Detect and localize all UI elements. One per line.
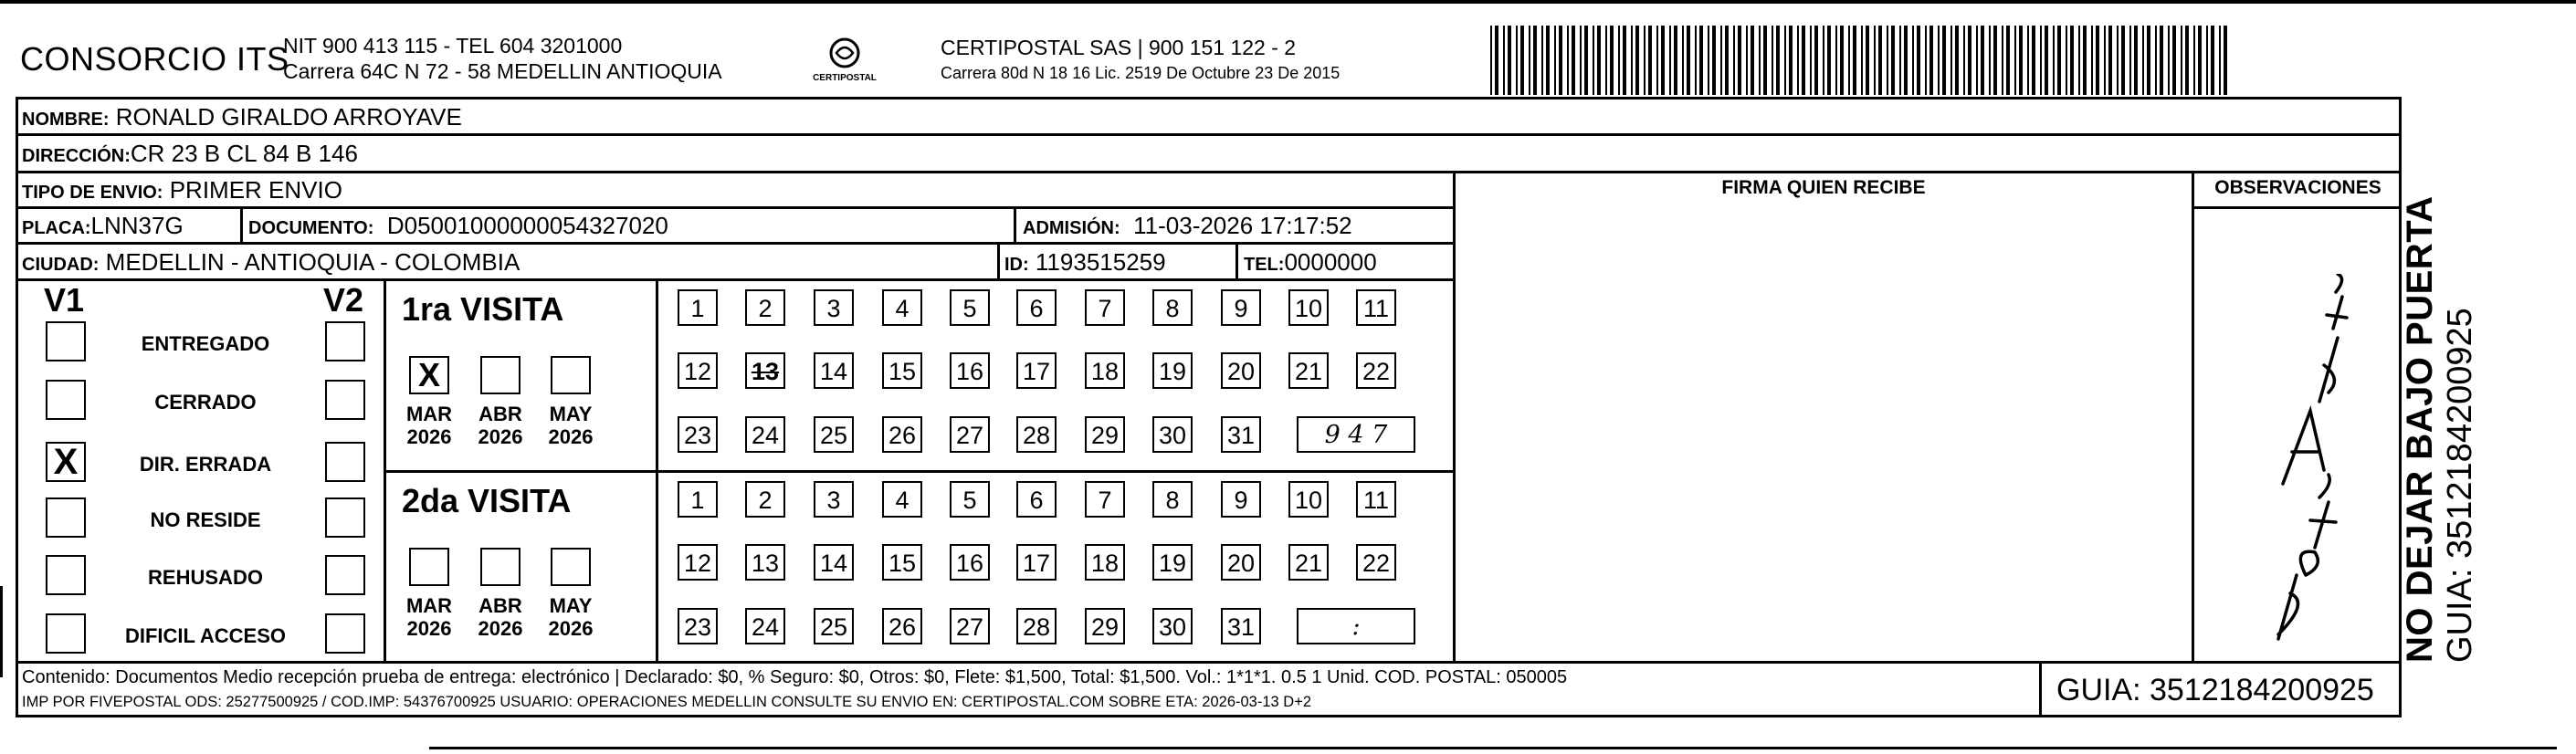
barcode-bar: [1508, 26, 1511, 95]
day-box[interactable]: 18: [1085, 352, 1125, 389]
status-label: REHUSADO: [148, 566, 263, 589]
day-box[interactable]: 15: [882, 544, 922, 581]
visit-title: 1ra VISITA: [402, 290, 564, 328]
month-label: [472, 594, 529, 640]
col-divider: [997, 242, 1000, 278]
month-year: 2026: [478, 425, 523, 448]
side-guia: GUIA: 3512184200925: [2441, 308, 2479, 663]
side-label: [2400, 115, 2480, 663]
day-box[interactable]: 1: [678, 289, 718, 326]
barcode-bar: [2219, 26, 2221, 95]
day-box[interactable]: 8: [1152, 481, 1193, 518]
company-address: Carrera 64C N 72 - 58 MEDELLIN ANTIOQUIA: [283, 59, 722, 83]
status-label: NO RESIDE: [150, 508, 261, 531]
barcode-bar: [2104, 26, 2106, 95]
barcode-bar: [1904, 26, 1908, 95]
v1-header: V1: [44, 281, 85, 319]
day-box[interactable]: 8: [1152, 289, 1193, 326]
observaciones-header: OBSERVACIONES: [2214, 177, 2381, 198]
barcode-bar: [2096, 26, 2099, 95]
barcode-bar: [2181, 26, 2182, 95]
day-box[interactable]: 29: [1085, 608, 1125, 644]
time-box[interactable]: 9 4 7: [1297, 416, 1415, 453]
visit-divider: [384, 470, 1454, 473]
month-year: 2026: [548, 617, 594, 640]
v1-checkbox[interactable]: [46, 613, 86, 654]
day-box[interactable]: 26: [882, 608, 922, 644]
tel-field: [1244, 248, 1377, 278]
v2-checkbox[interactable]: [325, 380, 365, 420]
day-box[interactable]: 28: [1016, 608, 1057, 644]
certipostal-info: [941, 35, 1340, 86]
day-box[interactable]: 15: [882, 352, 922, 389]
month-name: MAY: [549, 594, 593, 617]
barcode-bar: [1866, 26, 1869, 95]
month-label: [401, 594, 457, 640]
documento-label: DOCUMENTO:: [248, 218, 374, 238]
day-box[interactable]: 30: [1152, 416, 1193, 453]
barcode-bar: [1610, 26, 1614, 95]
nombre-field: [22, 103, 462, 133]
month-name: MAY: [549, 403, 593, 425]
observacion-text: Falta Apto: [2228, 274, 2234, 275]
day-box[interactable]: 16: [950, 352, 990, 389]
month-year: 2026: [406, 425, 452, 448]
month-name: MAR: [405, 594, 453, 617]
barcode-bar: [1827, 26, 1831, 95]
col-divider: [240, 206, 243, 243]
day-box[interactable]: 31: [1221, 416, 1261, 453]
barcode-bar: [1938, 26, 1940, 95]
day-box[interactable]: 27: [950, 608, 990, 644]
barcode-bar: [2224, 26, 2227, 95]
barcode-bar: [2083, 26, 2087, 95]
barcode-bar: [2147, 26, 2150, 95]
day-box[interactable]: 26: [882, 416, 922, 453]
barcode-bar: [1840, 26, 1844, 95]
barcode-bar: [2142, 26, 2144, 95]
day-box[interactable]: 20: [1221, 352, 1261, 389]
barcode-bar: [1968, 26, 1971, 95]
v1-checkbox[interactable]: [46, 442, 86, 482]
month-checkbox[interactable]: [551, 548, 591, 586]
barcode-bar: [1746, 26, 1748, 95]
admision-field: [1023, 212, 1352, 242]
day-box[interactable]: 23: [678, 608, 718, 644]
ciudad-label: CIUDAD:: [22, 255, 100, 275]
month-label: [542, 594, 599, 640]
row-divider: [16, 278, 1454, 281]
guia-number: GUIA: 3512184200925: [2056, 673, 2374, 707]
barcode-bar: [1976, 26, 1978, 95]
row-divider: [16, 206, 1454, 209]
barcode-bar: [1554, 26, 1556, 95]
barcode-bar: [2053, 26, 2055, 95]
barcode-bar: [1546, 26, 1550, 95]
day-box[interactable]: 31: [1221, 608, 1261, 644]
day-box[interactable]: 13: [745, 544, 785, 581]
barcode-bar: [2160, 26, 2163, 95]
barcode-bar: [2198, 26, 2202, 95]
day-box[interactable]: 7: [1085, 289, 1125, 326]
barcode-bar: [2121, 26, 2125, 95]
month-name: MAR: [405, 403, 453, 425]
barcode-bar: [1917, 26, 1920, 95]
day-box[interactable]: 20: [1221, 544, 1261, 581]
barcode-bar: [1784, 26, 1786, 95]
day-box[interactable]: 22: [1356, 352, 1396, 389]
month-year: 2026: [478, 617, 523, 640]
v2-header: V2: [323, 281, 364, 319]
barcode-bar: [1648, 26, 1652, 95]
day-box[interactable]: 10: [1288, 481, 1329, 518]
day-box[interactable]: 2: [745, 289, 785, 326]
admision-value: 11-03-2026 17:17:52: [1133, 212, 1352, 239]
day-box[interactable]: 18: [1085, 544, 1125, 581]
documento-field: [248, 212, 668, 242]
barcode-bar: [1516, 26, 1518, 95]
day-box[interactable]: 5: [950, 481, 990, 518]
day-box[interactable]: 21: [1288, 352, 1329, 389]
barcode-bar: [1656, 26, 1658, 95]
barcode-bar: [1772, 26, 1773, 95]
day-box[interactable]: 6: [1016, 289, 1057, 326]
barcode-bar: [1635, 26, 1639, 95]
day-box[interactable]: 23: [678, 416, 718, 453]
barcode-bar: [1567, 26, 1569, 95]
barcode-bar: [1584, 26, 1588, 95]
barcode-bar: [1955, 26, 1959, 95]
col-divider: [656, 278, 658, 661]
row-divider: [16, 133, 2402, 136]
col-divider: [1014, 206, 1016, 243]
status-label: CERRADO: [154, 391, 257, 414]
barcode-bar: [1738, 26, 1741, 95]
barcode-bar: [1708, 26, 1709, 95]
day-box[interactable]: 3: [814, 481, 854, 518]
barcode-bar: [2040, 26, 2042, 95]
day-box[interactable]: 11: [1356, 481, 1396, 518]
nit-line: NIT 900 413 115 - TEL 604 3201000: [283, 34, 623, 58]
barcode-bar: [1891, 26, 1895, 95]
day-box[interactable]: 17: [1016, 352, 1057, 389]
barcode-bar: [2206, 26, 2208, 95]
day-box[interactable]: 19: [1152, 352, 1193, 389]
barcode-bar: [2172, 26, 2176, 95]
v1-checkbox[interactable]: [46, 380, 86, 420]
day-box[interactable]: 1: [678, 481, 718, 518]
v2-checkbox[interactable]: [325, 442, 365, 482]
col-divider: [1235, 242, 1238, 278]
barcode-bar: [1950, 26, 1952, 95]
barcode-bar: [2108, 26, 2112, 95]
ciudad-field: [22, 248, 520, 278]
day-box[interactable]: 5: [950, 289, 990, 326]
barcode-bar: [1661, 26, 1665, 95]
day-box[interactable]: 4: [882, 481, 922, 518]
admision-label: ADMISIÓN:: [1023, 218, 1120, 238]
day-box[interactable]: 12: [678, 352, 718, 389]
day-box[interactable]: 16: [950, 544, 990, 581]
barcode-bar: [1802, 26, 1805, 95]
barcode-bar: [2117, 26, 2119, 95]
v1-checkbox[interactable]: [46, 555, 86, 595]
barcode-bar: [1899, 26, 1901, 95]
day-box[interactable]: 25: [814, 608, 854, 644]
barcode-bar: [2134, 26, 2138, 95]
day-box[interactable]: 24: [745, 416, 785, 453]
barcode-bar: [1593, 26, 1594, 95]
footer-divider: [16, 661, 2402, 664]
id-label: ID:: [1004, 255, 1029, 275]
barcode-bar: [2070, 26, 2074, 95]
day-box[interactable]: 24: [745, 608, 785, 644]
barcode-bar: [2006, 26, 2010, 95]
v2-checkbox[interactable]: [325, 497, 365, 538]
nombre-label: NOMBRE:: [22, 110, 110, 130]
day-box[interactable]: 21: [1288, 544, 1329, 581]
barcode-bar: [1503, 26, 1505, 95]
row-divider: [2192, 206, 2402, 209]
barcode-bar: [1810, 26, 1812, 95]
top-rule: [0, 0, 2576, 4]
month-year: 2026: [548, 425, 594, 448]
barcode-bar: [1981, 26, 1984, 95]
direccion-value: CR 23 B CL 84 B 146: [130, 140, 358, 167]
tel-value: 0000000: [1284, 248, 1377, 276]
barcode-bar: [2032, 26, 2035, 95]
barcode-bar: [1725, 26, 1729, 95]
barcode-bar: [1529, 26, 1530, 95]
day-box[interactable]: 12: [678, 544, 718, 581]
month-name: ABR: [478, 594, 522, 617]
barcode-bar: [1699, 26, 1703, 95]
id-value: 1193515259: [1035, 248, 1166, 276]
barcode-bar: [1797, 26, 1799, 95]
status-label: DIFICIL ACCESO: [124, 624, 286, 647]
barcode-bar: [1861, 26, 1863, 95]
barcode-bar: [1559, 26, 1562, 95]
barcode-bar: [1989, 26, 1991, 95]
id-field: [1004, 248, 1166, 278]
barcode-bar: [1993, 26, 1997, 95]
barcode-bar: [1597, 26, 1601, 95]
barcode-bar: [2002, 26, 2003, 95]
barcode-bar: [1669, 26, 1671, 95]
barcode-bar: [1835, 26, 1837, 95]
barcode-bar: [1929, 26, 1933, 95]
observacion-handwriting: [2228, 274, 2365, 657]
barcode-bar: [1687, 26, 1690, 95]
v2-checkbox[interactable]: [325, 613, 365, 654]
month-checkbox[interactable]: [480, 356, 520, 394]
barcode-bar: [2045, 26, 2048, 95]
row-divider: [16, 171, 2402, 173]
month-checkbox[interactable]: [551, 356, 591, 394]
barcode-bar: [2057, 26, 2061, 95]
tipo-envio-field: [22, 176, 342, 206]
tel-label: TEL:: [1244, 255, 1285, 275]
barcode-bar: [1853, 26, 1856, 95]
barcode-bar: [1495, 26, 1498, 95]
check-mark: X: [417, 356, 440, 393]
v1-checkbox[interactable]: [46, 497, 86, 538]
barcode-bar: [1874, 26, 1876, 95]
month-name: ABR: [478, 403, 522, 425]
status-label: ENTREGADO: [141, 332, 270, 355]
day-box[interactable]: 9: [1221, 481, 1261, 518]
month-checkbox[interactable]: [480, 548, 520, 586]
barcode-bar: [2185, 26, 2189, 95]
barcode-bar: [2211, 26, 2214, 95]
col-divider: [2192, 171, 2194, 661]
tipo-label: TIPO DE ENVIO:: [22, 183, 163, 203]
day-box[interactable]: 19: [1152, 544, 1193, 581]
month-label: [472, 403, 529, 448]
barcode-bar: [2091, 26, 2093, 95]
v1-checkbox[interactable]: [46, 321, 86, 361]
col-divider: [2039, 661, 2042, 717]
direccion-label: DIRECCIÓN:: [22, 146, 131, 166]
v2-checkbox[interactable]: [325, 555, 365, 595]
barcode-bar: [1541, 26, 1543, 95]
barcode-bar: [1814, 26, 1818, 95]
placa-field: [22, 212, 184, 242]
barcode-bar: [2014, 26, 2016, 95]
barcode-bar: [2066, 26, 2067, 95]
no-dejar-text: NO DEJAR BAJO PUERTA: [2400, 195, 2440, 663]
barcode-bar: [1533, 26, 1537, 95]
month-checkbox[interactable]: [409, 548, 449, 586]
barcode-bar: [1925, 26, 1927, 95]
day-box[interactable]: 27: [950, 416, 990, 453]
direccion-field: [22, 140, 358, 170]
status-label: DIR. ERRADA: [139, 453, 272, 476]
barcode-bar: [1759, 26, 1761, 95]
barcode-bar: [1631, 26, 1633, 95]
barcode-bar: [1618, 26, 1620, 95]
barcode-bar: [2193, 26, 2195, 95]
day-box[interactable]: 6: [1016, 481, 1057, 518]
barcode-bar: [1695, 26, 1697, 95]
barcode-bar: [1520, 26, 1524, 95]
day-box[interactable]: 28: [1016, 416, 1057, 453]
col-divider: [1453, 171, 1456, 661]
day-box[interactable]: 17: [1016, 544, 1057, 581]
day-box[interactable]: 4: [882, 289, 922, 326]
company-contact: [283, 33, 722, 84]
imp-text: IMP POR FIVEPOSTAL ODS: 25277500925 / COD.IMP: 54376700925 USUARIO: OPERACIONES MEDELLIN CONSULTE SU ENVIO EN: CERTIPOSTAL.COM SOBRE ETA: 2026-03-13 D+2: [22, 694, 1312, 710]
day-box[interactable]: 9: [1221, 289, 1261, 326]
v2-checkbox[interactable]: [325, 321, 365, 361]
firma-header: FIRMA QUIEN RECIBE: [1721, 177, 1926, 198]
barcode-bar: [1720, 26, 1722, 95]
barcode-bar: [1644, 26, 1645, 95]
day-box[interactable]: 25: [814, 416, 854, 453]
bottom-rule: [429, 747, 2557, 749]
day-box[interactable]: 13: [745, 352, 785, 389]
barcode-bar: [1789, 26, 1793, 95]
day-box[interactable]: 7: [1085, 481, 1125, 518]
left-edge-mark: [0, 586, 3, 677]
barcode-bar: [1572, 26, 1575, 95]
placa-label: PLACA:: [22, 218, 91, 238]
barcode-icon: [1490, 26, 2230, 95]
cert-line: CERTIPOSTAL SAS | 900 151 122 - 2: [941, 36, 1297, 59]
barcode-bar: [2155, 26, 2157, 95]
barcode-bar: [1848, 26, 1850, 95]
day-box[interactable]: 22: [1356, 544, 1396, 581]
barcode-bar: [1763, 26, 1767, 95]
nombre-value: RONALD GIRALDO ARROYAVE: [115, 103, 462, 131]
barcode-bar: [2019, 26, 2023, 95]
certipostal-logo: [804, 35, 886, 91]
documento-value: D05001000000054327020: [386, 212, 668, 239]
day-box[interactable]: 29: [1085, 416, 1125, 453]
barcode-bar: [1712, 26, 1716, 95]
day-box[interactable]: 10: [1288, 289, 1329, 326]
barcode-bar: [1682, 26, 1684, 95]
day-box[interactable]: 30: [1152, 608, 1193, 644]
day-box[interactable]: 11: [1356, 289, 1396, 326]
barcode-bar: [1733, 26, 1735, 95]
cert-license: Carrera 80d N 18 16 Lic. 2519 De Octubre 23 De 2015: [941, 64, 1341, 82]
logo-text: CERTIPOSTAL: [813, 73, 877, 83]
barcode-bar: [1605, 26, 1607, 95]
month-label: [542, 403, 599, 448]
barcode-bar: [1887, 26, 1888, 95]
barcode-bar: [1776, 26, 1780, 95]
month-checkbox[interactable]: [409, 356, 449, 394]
ciudad-value: MEDELLIN - ANTIOQUIA - COLOMBIA: [105, 248, 520, 276]
barcode-bar: [1878, 26, 1882, 95]
barcode-bar: [1580, 26, 1582, 95]
barcode-bar: [2027, 26, 2029, 95]
barcode-bar: [1751, 26, 1754, 95]
barcode-bar: [1623, 26, 1626, 95]
tipo-value: PRIMER ENVIO: [169, 176, 342, 204]
contenido-text: Contenido: Documentos Medio recepción prueba de entrega: electrónico | Declarado: $0, % Seguro: $0, Otros: $0, Flete: $1,500, Total: $1,500. Vol.: 1*1*1. 0.5 1 Unid. COD. POSTAL: 050005: [22, 667, 1568, 687]
month-year: 2026: [406, 617, 452, 640]
placa-value: LNN37G: [90, 212, 184, 239]
time-box[interactable]: :: [1297, 608, 1415, 644]
company-name: CONSORCIO ITS: [20, 40, 289, 78]
day-box[interactable]: 14: [814, 352, 854, 389]
barcode-bar: [1674, 26, 1677, 95]
day-box[interactable]: 2: [745, 481, 785, 518]
day-box[interactable]: 3: [814, 289, 854, 326]
barcode-bar: [2168, 26, 2170, 95]
month-label: [401, 403, 457, 448]
barcode-bar: [1963, 26, 1965, 95]
barcode-bar: [1823, 26, 1824, 95]
barcode-bar: [2078, 26, 2080, 95]
barcode-bar: [1490, 26, 1492, 95]
check-mark: X: [53, 442, 79, 482]
barcode-bar: [1912, 26, 1914, 95]
visit-title: 2da VISITA: [402, 482, 572, 519]
day-box[interactable]: 14: [814, 544, 854, 581]
barcode-bar: [1942, 26, 1946, 95]
barcode-bar: [2129, 26, 2131, 95]
